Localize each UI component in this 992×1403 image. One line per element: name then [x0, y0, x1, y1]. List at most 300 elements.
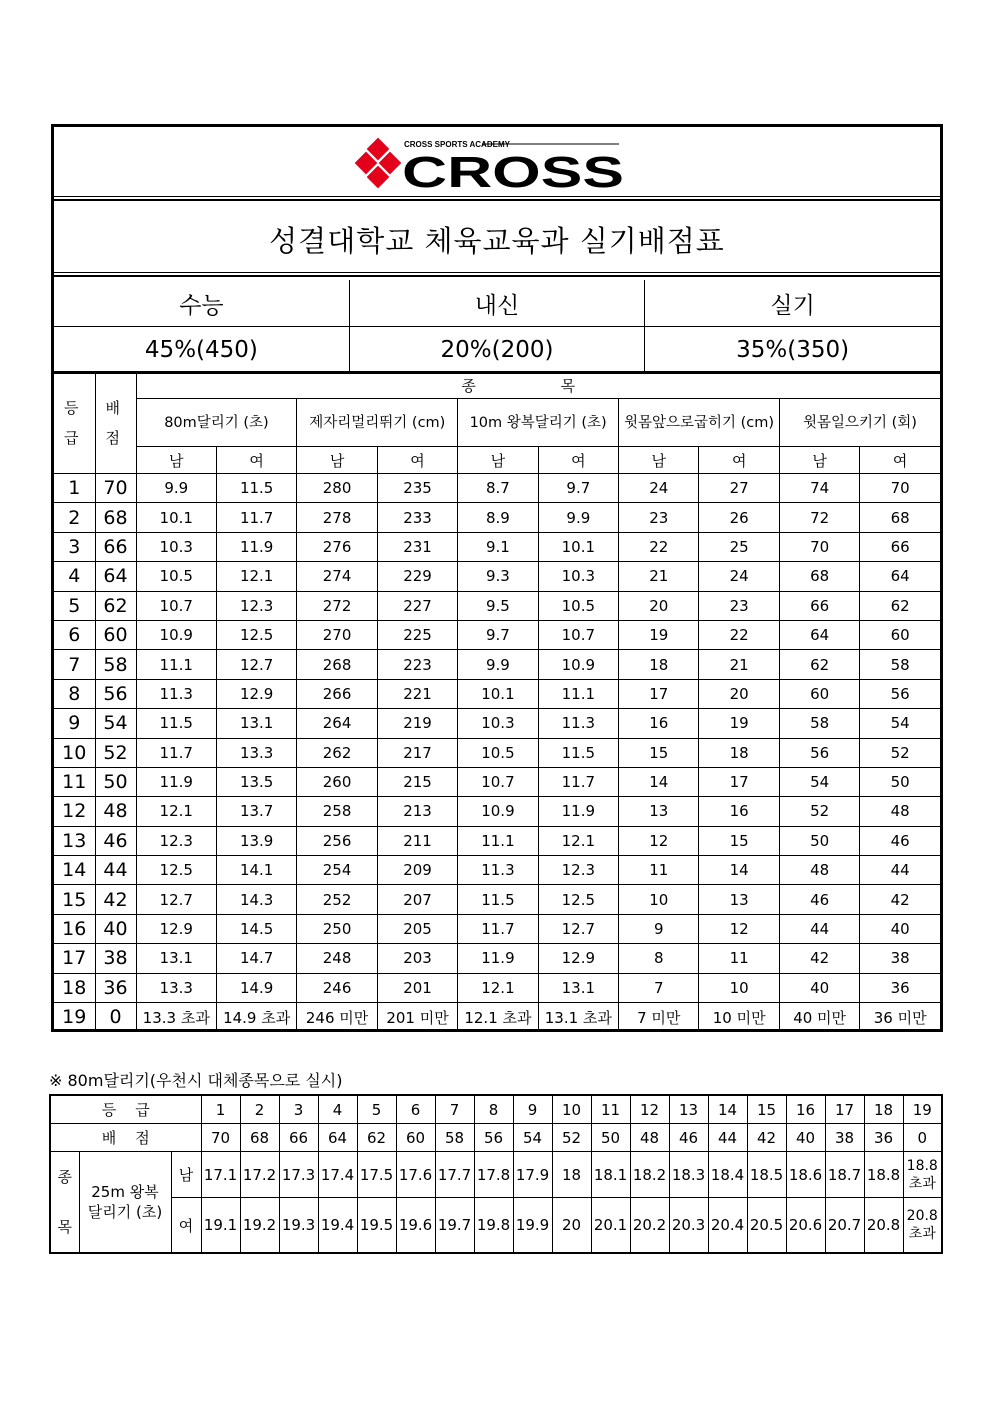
- sub-grade-cell: 5: [357, 1095, 396, 1124]
- value-cell: 9.9: [136, 474, 216, 503]
- value-cell: 11.1: [136, 650, 216, 679]
- value-cell: 54: [860, 709, 940, 738]
- sub-score-cell: 40: [786, 1124, 825, 1152]
- grade-cell: 1: [54, 474, 95, 503]
- sub-value-cell: 20.5: [747, 1198, 786, 1253]
- weight-value: 20%(200): [349, 327, 644, 374]
- grade-cell: 7: [54, 650, 95, 679]
- score-header: 배점: [95, 372, 136, 474]
- svg-text:CROSS SPORTS ACADEMY: CROSS SPORTS ACADEMY: [404, 140, 510, 149]
- table-row: [54, 914, 940, 943]
- value-cell: 213: [377, 797, 457, 826]
- value-cell: 52: [860, 738, 940, 767]
- female-header: 여: [216, 447, 296, 474]
- sub-score-cell: 36: [864, 1124, 903, 1152]
- value-cell: 12.3: [538, 856, 618, 885]
- table-row: [54, 797, 940, 826]
- value-cell: 44: [779, 914, 859, 943]
- female-header: 여: [538, 447, 618, 474]
- sub-score-cell: 70: [201, 1124, 240, 1152]
- value-cell: 8.9: [458, 503, 538, 532]
- grade-cell: 15: [54, 885, 95, 914]
- value-cell: 10: [619, 885, 699, 914]
- sub-score-cell: 56: [474, 1124, 513, 1152]
- value-cell: 11.9: [216, 532, 296, 561]
- value-cell: 26: [699, 503, 779, 532]
- sub-value-cell: 17.3: [279, 1152, 318, 1198]
- sub-grade-label: 등 급: [50, 1095, 201, 1124]
- value-cell: 10.1: [458, 679, 538, 708]
- value-cell: 9.3: [458, 562, 538, 591]
- value-cell: 13.7: [216, 797, 296, 826]
- score-cell: 64: [95, 562, 136, 591]
- sub-value-cell: 20.2: [630, 1198, 669, 1253]
- score-cell: 46: [95, 826, 136, 855]
- value-cell: 280: [297, 474, 377, 503]
- value-cell: 246: [297, 973, 377, 1002]
- value-cell: 10.3: [458, 709, 538, 738]
- sub-value-cell: 20.7: [825, 1198, 864, 1253]
- value-cell: 74: [779, 474, 859, 503]
- table-row: [54, 591, 940, 620]
- value-cell: 262: [297, 738, 377, 767]
- sub-grade-cell: 10: [552, 1095, 591, 1124]
- table-row: [54, 620, 940, 649]
- sub-grade-row: [50, 1095, 942, 1124]
- value-cell: 12.7: [216, 650, 296, 679]
- value-cell: 19: [699, 709, 779, 738]
- sub-value-cell: 20.8 초과: [903, 1198, 942, 1253]
- substitute-table: [49, 1094, 943, 1254]
- value-cell: 14.1: [216, 856, 296, 885]
- sub-value-cell: 19.1: [201, 1198, 240, 1253]
- value-cell: 17: [619, 679, 699, 708]
- weight-header: 실기: [645, 280, 940, 327]
- value-cell: 68: [779, 562, 859, 591]
- cross-logo: [354, 135, 634, 195]
- value-cell: 40: [860, 914, 940, 943]
- score-cell: 42: [95, 885, 136, 914]
- sub-value-cell: 17.9: [513, 1152, 552, 1198]
- sub-score-cell: 64: [318, 1124, 357, 1152]
- sub-value-cell: 18.8: [864, 1152, 903, 1198]
- sub-value-cell: 17.2: [240, 1152, 279, 1198]
- value-cell: 278: [297, 503, 377, 532]
- value-cell: 36: [860, 973, 940, 1002]
- value-cell: 17: [699, 767, 779, 796]
- sub-value-cell: 19.7: [435, 1198, 474, 1253]
- value-cell: 15: [619, 738, 699, 767]
- value-cell: 13.1: [136, 944, 216, 973]
- sub-value-cell: 17.4: [318, 1152, 357, 1198]
- value-cell: 12.5: [216, 620, 296, 649]
- value-cell: 276: [297, 532, 377, 561]
- value-cell: 10.9: [136, 620, 216, 649]
- grade-cell: 13: [54, 826, 95, 855]
- value-cell: 13.3 초과: [136, 1003, 216, 1032]
- value-cell: 24: [619, 474, 699, 503]
- table-row: [54, 709, 940, 738]
- score-cell: 44: [95, 856, 136, 885]
- weight-value: 45%(450): [54, 327, 349, 374]
- sub-grade-cell: 19: [903, 1095, 942, 1124]
- value-cell: 19: [619, 620, 699, 649]
- event-header: 윗몸일으키기 (회): [779, 399, 940, 447]
- sub-grade-cell: 6: [396, 1095, 435, 1124]
- table-row: [54, 532, 940, 561]
- value-cell: 50: [860, 767, 940, 796]
- value-cell: 9.7: [538, 474, 618, 503]
- weight-header: 수능: [54, 280, 349, 327]
- value-cell: 10.5: [538, 591, 618, 620]
- value-cell: 254: [297, 856, 377, 885]
- value-cell: 10.9: [458, 797, 538, 826]
- grade-cell: 10: [54, 738, 95, 767]
- value-cell: 68: [860, 503, 940, 532]
- value-cell: 54: [779, 767, 859, 796]
- sub-value-cell: 17.8: [474, 1152, 513, 1198]
- sub-grade-cell: 1: [201, 1095, 240, 1124]
- value-cell: 44: [860, 856, 940, 885]
- value-cell: 22: [619, 532, 699, 561]
- male-header: 남: [458, 447, 538, 474]
- value-cell: 46: [779, 885, 859, 914]
- value-cell: 12: [699, 914, 779, 943]
- table-row: [54, 738, 940, 767]
- weight-value: 35%(350): [645, 327, 940, 374]
- sub-value-cell: 18.6: [786, 1152, 825, 1198]
- event-header: 윗몸앞으로굽히기 (cm): [619, 399, 780, 447]
- value-cell: 12.3: [136, 826, 216, 855]
- value-cell: 10.7: [458, 767, 538, 796]
- value-cell: 264: [297, 709, 377, 738]
- value-cell: 235: [377, 474, 457, 503]
- value-cell: 62: [779, 650, 859, 679]
- value-cell: 13: [699, 885, 779, 914]
- sub-grade-cell: 14: [708, 1095, 747, 1124]
- sub-score-cell: 68: [240, 1124, 279, 1152]
- score-cell: 52: [95, 738, 136, 767]
- value-cell: 14.3: [216, 885, 296, 914]
- value-cell: 12.1: [136, 797, 216, 826]
- sub-grade-cell: 15: [747, 1095, 786, 1124]
- sub-value-cell: 18.5: [747, 1152, 786, 1198]
- value-cell: 10: [699, 973, 779, 1002]
- sub-value-cell: 20.3: [669, 1198, 708, 1253]
- value-cell: 60: [779, 679, 859, 708]
- value-cell: 13.5: [216, 767, 296, 796]
- value-cell: 13.1 초과: [538, 1003, 618, 1032]
- sub-value-cell: 20: [552, 1198, 591, 1253]
- table-row: [54, 679, 940, 708]
- value-cell: 11.9: [458, 944, 538, 973]
- logo-row: [54, 127, 940, 201]
- value-cell: 215: [377, 767, 457, 796]
- events-header: 종 목: [136, 372, 940, 399]
- value-cell: 11: [699, 944, 779, 973]
- value-cell: 13.1: [216, 709, 296, 738]
- score-cell: 40: [95, 914, 136, 943]
- table-row: [54, 856, 940, 885]
- sub-value-cell: 20.4: [708, 1198, 747, 1253]
- table-row: [54, 1003, 940, 1032]
- value-cell: 22: [699, 620, 779, 649]
- value-cell: 7 미만: [619, 1003, 699, 1032]
- value-cell: 20: [699, 679, 779, 708]
- value-cell: 9.9: [538, 503, 618, 532]
- page-title: 성결대학교 체육교육과 실기배점표: [54, 203, 940, 277]
- sub-grade-cell: 17: [825, 1095, 864, 1124]
- female-header: 여: [860, 447, 940, 474]
- value-cell: 217: [377, 738, 457, 767]
- value-cell: 23: [699, 591, 779, 620]
- sub-value-cell: 18.8 초과: [903, 1152, 942, 1198]
- value-cell: 209: [377, 856, 457, 885]
- value-cell: 223: [377, 650, 457, 679]
- grade-cell: 9: [54, 709, 95, 738]
- value-cell: 11.1: [538, 679, 618, 708]
- value-cell: 8.7: [458, 474, 538, 503]
- value-cell: 66: [779, 591, 859, 620]
- value-cell: 11.9: [538, 797, 618, 826]
- sub-value-cell: 19.9: [513, 1198, 552, 1253]
- sub-score-cell: 42: [747, 1124, 786, 1152]
- value-cell: 21: [619, 562, 699, 591]
- sub-value-cell: 20.6: [786, 1198, 825, 1253]
- value-cell: 14: [699, 856, 779, 885]
- score-cell: 54: [95, 709, 136, 738]
- grade-cell: 18: [54, 973, 95, 1002]
- substitute-note: ※ 80m달리기(우천시 대체종목으로 실시): [49, 1071, 343, 1090]
- score-cell: 38: [95, 944, 136, 973]
- value-cell: 11.3: [538, 709, 618, 738]
- value-cell: 14.5: [216, 914, 296, 943]
- sub-score-cell: 50: [591, 1124, 630, 1152]
- sub-value-cell: 19.8: [474, 1198, 513, 1253]
- value-cell: 201: [377, 973, 457, 1002]
- male-header: 남: [297, 447, 377, 474]
- value-cell: 58: [860, 650, 940, 679]
- score-cell: 58: [95, 650, 136, 679]
- value-cell: 10.7: [538, 620, 618, 649]
- sub-score-cell: 62: [357, 1124, 396, 1152]
- sub-value-cell: 19.4: [318, 1198, 357, 1253]
- value-cell: 9.1: [458, 532, 538, 561]
- svg-text:CROSS: CROSS: [402, 148, 624, 195]
- value-cell: 258: [297, 797, 377, 826]
- sub-value-cell: 19.5: [357, 1198, 396, 1253]
- sub-value-cell: 19.3: [279, 1198, 318, 1253]
- sub-grade-cell: 2: [240, 1095, 279, 1124]
- female-header: 여: [699, 447, 779, 474]
- value-cell: 10.1: [538, 532, 618, 561]
- value-cell: 9.5: [458, 591, 538, 620]
- value-cell: 274: [297, 562, 377, 591]
- value-cell: 38: [860, 944, 940, 973]
- value-cell: 13.1: [538, 973, 618, 1002]
- value-cell: 10 미만: [699, 1003, 779, 1032]
- score-cell: 66: [95, 532, 136, 561]
- value-cell: 27: [699, 474, 779, 503]
- sub-event-label: 25m 왕복달리기 (초): [79, 1152, 171, 1254]
- value-cell: 10.5: [136, 562, 216, 591]
- sub-grade-cell: 7: [435, 1095, 474, 1124]
- value-cell: 13.9: [216, 826, 296, 855]
- value-cell: 256: [297, 826, 377, 855]
- value-cell: 11.5: [538, 738, 618, 767]
- value-cell: 70: [860, 474, 940, 503]
- event-header: 제자리멀리뛰기 (cm): [297, 399, 458, 447]
- score-cell: 48: [95, 797, 136, 826]
- value-cell: 266: [297, 679, 377, 708]
- value-cell: 11.5: [458, 885, 538, 914]
- value-cell: 252: [297, 885, 377, 914]
- value-cell: 10.3: [538, 562, 618, 591]
- value-cell: 52: [779, 797, 859, 826]
- sub-male-row: [50, 1152, 942, 1198]
- male-header: 남: [619, 447, 699, 474]
- sub-grade-cell: 11: [591, 1095, 630, 1124]
- value-cell: 233: [377, 503, 457, 532]
- grade-cell: 5: [54, 591, 95, 620]
- value-cell: 64: [860, 562, 940, 591]
- sub-value-cell: 20.1: [591, 1198, 630, 1253]
- sub-value-cell: 18.1: [591, 1152, 630, 1198]
- score-cell: 50: [95, 767, 136, 796]
- table-row: [54, 650, 940, 679]
- value-cell: 66: [860, 532, 940, 561]
- value-cell: 12.1: [538, 826, 618, 855]
- score-cell: 70: [95, 474, 136, 503]
- value-cell: 207: [377, 885, 457, 914]
- value-cell: 268: [297, 650, 377, 679]
- score-cell: 56: [95, 679, 136, 708]
- sub-value-cell: 17.1: [201, 1152, 240, 1198]
- score-cell: 68: [95, 503, 136, 532]
- value-cell: 12.9: [136, 914, 216, 943]
- value-cell: 14.9 초과: [216, 1003, 296, 1032]
- value-cell: 70: [779, 532, 859, 561]
- value-cell: 16: [619, 709, 699, 738]
- value-cell: 62: [860, 591, 940, 620]
- value-cell: 250: [297, 914, 377, 943]
- value-cell: 12.7: [136, 885, 216, 914]
- grade-cell: 8: [54, 679, 95, 708]
- value-cell: 24: [699, 562, 779, 591]
- value-cell: 270: [297, 620, 377, 649]
- value-cell: 25: [699, 532, 779, 561]
- value-cell: 8: [619, 944, 699, 973]
- grade-cell: 4: [54, 562, 95, 591]
- sub-category-label: 종목: [50, 1152, 79, 1254]
- value-cell: 221: [377, 679, 457, 708]
- value-cell: 13.3: [136, 973, 216, 1002]
- grade-cell: 16: [54, 914, 95, 943]
- value-cell: 50: [779, 826, 859, 855]
- value-cell: 40 미만: [779, 1003, 859, 1032]
- sub-grade-cell: 4: [318, 1095, 357, 1124]
- grade-cell: 6: [54, 620, 95, 649]
- value-cell: 14.7: [216, 944, 296, 973]
- table-row: [54, 474, 940, 503]
- value-cell: 11.3: [458, 856, 538, 885]
- female-header: 여: [377, 447, 457, 474]
- value-cell: 42: [860, 885, 940, 914]
- event-header: 10m 왕복달리기 (초): [458, 399, 619, 447]
- score-cell: 36: [95, 973, 136, 1002]
- sub-value-cell: 18.4: [708, 1152, 747, 1198]
- sub-value-cell: 17.6: [396, 1152, 435, 1198]
- sub-value-cell: 19.6: [396, 1198, 435, 1253]
- value-cell: 9.9: [458, 650, 538, 679]
- value-cell: 48: [860, 797, 940, 826]
- sub-score-cell: 54: [513, 1124, 552, 1152]
- value-cell: 64: [779, 620, 859, 649]
- value-cell: 9.7: [458, 620, 538, 649]
- sub-score-cell: 44: [708, 1124, 747, 1152]
- value-cell: 14: [619, 767, 699, 796]
- sub-value-cell: 20.8: [864, 1198, 903, 1253]
- sub-value-cell: 18.7: [825, 1152, 864, 1198]
- value-cell: 13.3: [216, 738, 296, 767]
- value-cell: 201 미만: [377, 1003, 457, 1032]
- sub-score-cell: 58: [435, 1124, 474, 1152]
- value-cell: 11.7: [538, 767, 618, 796]
- value-cell: 13: [619, 797, 699, 826]
- table-row: [54, 944, 940, 973]
- sub-score-cell: 66: [279, 1124, 318, 1152]
- sub-value-cell: 18.2: [630, 1152, 669, 1198]
- value-cell: 246 미만: [297, 1003, 377, 1032]
- value-cell: 229: [377, 562, 457, 591]
- value-cell: 15: [699, 826, 779, 855]
- male-header: 남: [779, 447, 859, 474]
- value-cell: 56: [779, 738, 859, 767]
- value-cell: 10.5: [458, 738, 538, 767]
- table-row: [54, 826, 940, 855]
- sub-score-cell: 0: [903, 1124, 942, 1152]
- sub-score-cell: 60: [396, 1124, 435, 1152]
- value-cell: 10.1: [136, 503, 216, 532]
- value-cell: 58: [779, 709, 859, 738]
- value-cell: 11.5: [216, 474, 296, 503]
- value-cell: 20: [619, 591, 699, 620]
- sub-score-cell: 52: [552, 1124, 591, 1152]
- grade-cell: 2: [54, 503, 95, 532]
- value-cell: 11.7: [216, 503, 296, 532]
- value-cell: 12.1: [458, 973, 538, 1002]
- table-row: [54, 767, 940, 796]
- value-cell: 48: [779, 856, 859, 885]
- sub-grade-cell: 18: [864, 1095, 903, 1124]
- sub-grade-cell: 8: [474, 1095, 513, 1124]
- sub-value-cell: 18.3: [669, 1152, 708, 1198]
- value-cell: 12.7: [538, 914, 618, 943]
- score-cell: 60: [95, 620, 136, 649]
- table-row: [54, 503, 940, 532]
- value-cell: 11.9: [136, 767, 216, 796]
- value-cell: 12.5: [136, 856, 216, 885]
- value-cell: 272: [297, 591, 377, 620]
- value-cell: 205: [377, 914, 457, 943]
- value-cell: 10.9: [538, 650, 618, 679]
- sub-value-cell: 17.5: [357, 1152, 396, 1198]
- value-cell: 227: [377, 591, 457, 620]
- value-cell: 42: [779, 944, 859, 973]
- sub-grade-cell: 13: [669, 1095, 708, 1124]
- grade-cell: 11: [54, 767, 95, 796]
- event-header: 80m달리기 (초): [136, 399, 297, 447]
